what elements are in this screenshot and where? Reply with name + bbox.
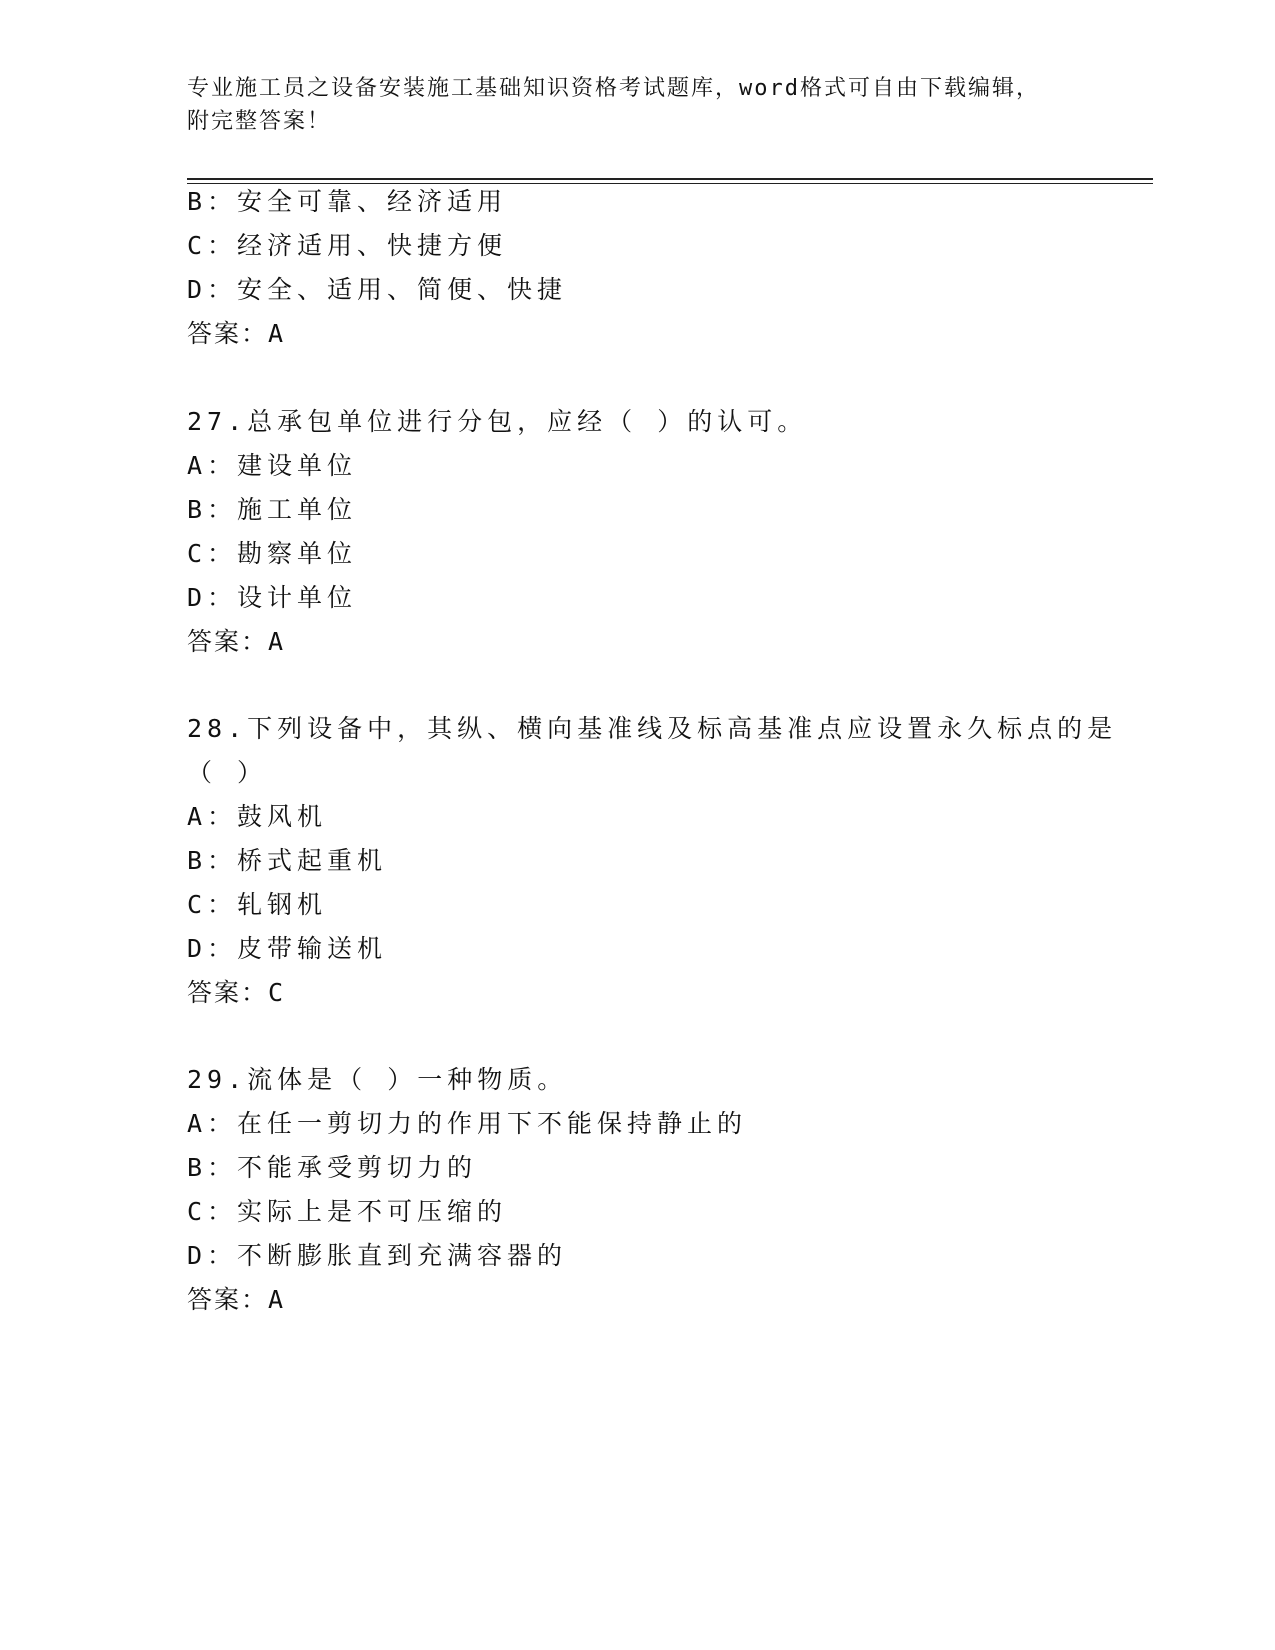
option-c: C：实际上是不可压缩的 [187, 1197, 508, 1226]
option-b: B：桥式起重机 [187, 846, 388, 875]
option-c: C：轧钢机 [187, 890, 328, 919]
option-b: B：施工单位 [187, 495, 358, 524]
answer: 答案：A [187, 319, 286, 348]
option-d: D：设计单位 [187, 583, 358, 612]
answer: 答案：A [187, 1285, 286, 1314]
option-c: C：勘察单位 [187, 539, 358, 568]
option-a: A：在任一剪切力的作用下不能保持静止的 [187, 1109, 748, 1138]
question-stem-continued: （ ） [187, 758, 268, 787]
option-c: C：经济适用、快捷方便 [187, 231, 508, 260]
option-a: A：建设单位 [187, 451, 358, 480]
answer: 答案：C [187, 978, 286, 1007]
question-stem: 27.总承包单位进行分包，应经（ ）的认可。 [187, 407, 808, 436]
header-divider-top [187, 178, 1153, 180]
question-stem: 28.下列设备中，其纵、横向基准线及标高基准点应设置永久标点的是 [187, 714, 1118, 743]
question-stem: 29.流体是（ ）一种物质。 [187, 1065, 568, 1094]
option-b: B：不能承受剪切力的 [187, 1153, 478, 1182]
header-line-1: 专业施工员之设备安装施工基础知识资格考试题库，word格式可自由下载编辑， [187, 76, 1040, 101]
option-a: A：鼓风机 [187, 802, 328, 831]
header-line-2: 附完整答案！ [187, 109, 332, 134]
page-header [187, 72, 1087, 138]
option-d: D：皮带输送机 [187, 934, 388, 963]
option-b: B：安全可靠、经济适用 [187, 187, 508, 216]
header-divider-bottom [187, 183, 1153, 184]
option-d: D：不断膨胀直到充满容器的 [187, 1241, 568, 1270]
answer: 答案：A [187, 627, 286, 656]
option-d: D：安全、适用、简便、快捷 [187, 275, 568, 304]
